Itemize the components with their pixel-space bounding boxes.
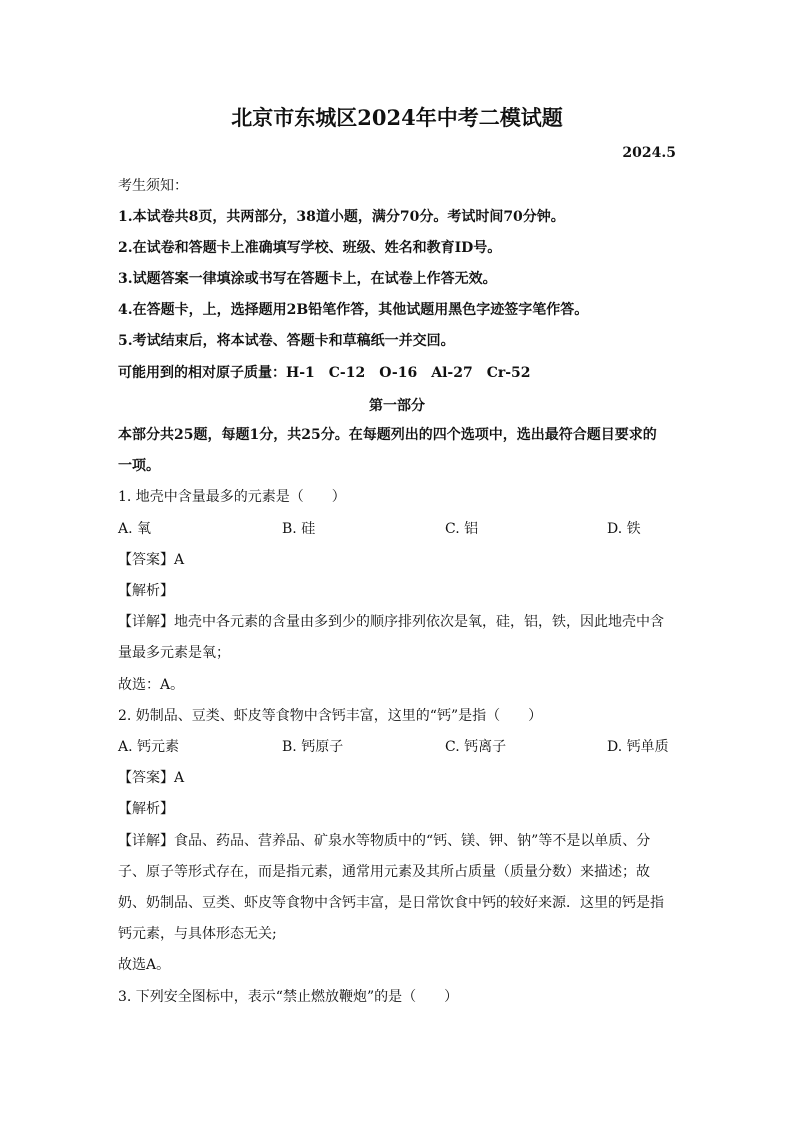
atomic-mass-line: 可能用到的相对原子质量：H-1 C-12 O-16 Al-27 Cr-52 [118,365,531,381]
question-1-conclusion: 故选：A。 [118,677,185,693]
part-intro-line2: 一项。 [118,458,160,474]
question-2-option-b: B. 钙原子 [282,739,344,755]
question-1-option-b: B. 硅 [282,521,316,537]
question-1-detail-line2: 量最多元素是氧； [118,645,230,661]
question-1-option-c: C. 铝 [445,521,479,537]
part-intro-line1: 本部分共25题，每题1分，共25分。在每题列出的四个选项中，选出最符合题目要求的 [118,427,657,443]
question-2-answer: 【答案】A [118,770,185,786]
question-1-detail-line1: 【详解】地壳中各元素的含量由多到少的顺序排列依次是氧，硅，铝，铁，因此地壳中含 [118,614,664,630]
question-2-detail-line3: 奶、奶制品、豆类、虾皮等食物中含钙丰富，是日常饮食中钙的较好来源．这里的钙是指 [118,895,664,911]
question-1-stem: 1. 地壳中含量最多的元素是（ ） [118,489,346,505]
question-2-conclusion: 故选A。 [118,957,171,973]
question-1-analysis-label: 【解析】 [118,583,174,599]
question-2-stem: 2. 奶制品、豆类、虾皮等食物中含钙丰富，这里的“钙”是指（ ） [118,708,543,724]
notice-item-3: 3.试题答案一律填涂或书写在答题卡上，在试卷上作答无效。 [118,271,497,287]
notice-item-2: 2.在试卷和答题卡上准确填写学校、班级、姓名和教育ID号。 [118,240,502,256]
page-title: 北京市东城区2024年中考二模试题 [231,105,563,130]
notice-item-4: 4.在答题卡，上，选择题用2B铅笔作答，其他试题用黑色字迹签字笔作答。 [118,302,589,318]
question-1-option-d: D. 铁 [607,521,641,537]
question-2-detail-line2: 子、原子等形式存在，而是指元素，通常用元素及其所占质量（质量分数）来描述；故 [118,864,650,880]
part-title: 第一部分 [369,398,425,414]
question-2-option-d: D. 钙单质 [607,739,669,755]
question-2-detail-line4: 钙元素，与具体形态无关; [118,926,277,942]
question-2-analysis-label: 【解析】 [118,801,174,817]
notice-item-5: 5.考试结束后，将本试卷、答题卡和草稿纸一并交回。 [118,333,455,349]
question-2-option-c: C. 钙离子 [445,739,507,755]
notice-heading: 考生须知： [118,178,188,194]
question-1-option-a: A. 氧 [118,521,152,537]
question-3-stem: 3. 下列安全图标中，表示“禁止燃放鞭炮”的是（ ） [118,989,459,1005]
question-2-option-a: A. 钙元素 [118,739,180,755]
question-1-answer: 【答案】A [118,552,185,568]
question-2-detail-line1: 【详解】食品、药品、营养品、矿泉水等物质中的“钙、镁、钾、钠”等不是以单质、分 [118,833,651,849]
notice-item-1: 1.本试卷共8页，共两部分，38道小题，满分70分。考试时间70分钟。 [118,209,565,225]
exam-date: 2024.5 [622,145,676,161]
